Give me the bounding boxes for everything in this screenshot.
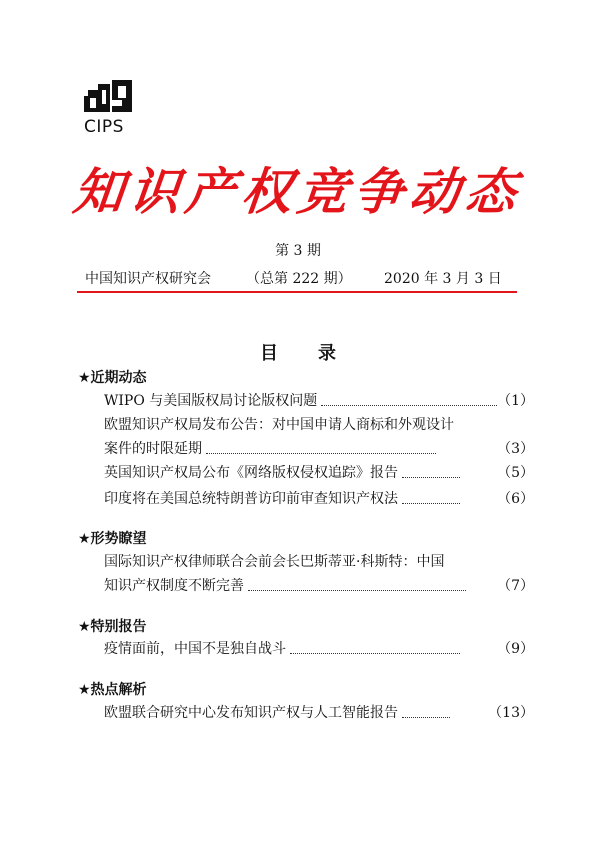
toc-entry[interactable] xyxy=(104,463,534,483)
section-heading-recent: ★近期动态 xyxy=(78,370,147,386)
toc-title-right: 录 xyxy=(318,343,336,364)
toc-entry-page: （6） xyxy=(497,491,534,507)
toc-entry-page: （13） xyxy=(488,705,534,721)
toc-entry-title-line1: 欧盟知识产权局发布公告：对中国申请人商标和外观设计 xyxy=(104,417,454,433)
dot-leader xyxy=(402,503,460,504)
issue-number: 第 3 期 xyxy=(275,243,321,259)
toc-title xyxy=(0,339,596,365)
toc-entry-page: （7） xyxy=(497,578,534,594)
organization-name: 中国知识产权研究会 xyxy=(85,271,211,287)
toc-entry[interactable] xyxy=(104,552,534,572)
header-divider xyxy=(77,291,517,293)
toc-entry[interactable] xyxy=(104,415,534,435)
toc-entry[interactable] xyxy=(104,489,534,509)
toc-entry-title-line2: 案件的时限延期 xyxy=(104,441,202,457)
toc-entry-page: （3） xyxy=(497,441,534,457)
dot-leader xyxy=(321,405,497,406)
total-issue-number: （总第 222 期） xyxy=(246,271,352,287)
toc-entry-title: 疫情面前，中国不是独自战斗 xyxy=(104,641,286,657)
toc-entry-title: 印度将在美国总统特朗普访印前审查知识产权法 xyxy=(104,491,398,507)
section-heading-hot-topics: ★热点解析 xyxy=(78,682,147,698)
toc-entry-title-line1: 国际知识产权律师联合会前会长巴斯蒂亚·科斯特：中国 xyxy=(104,554,445,570)
dot-leader xyxy=(248,590,466,591)
toc-entry-title: 欧盟联合研究中心发布知识产权与人工智能报告 xyxy=(104,705,398,721)
toc-entry[interactable] xyxy=(104,639,534,659)
toc-entry-page: （9） xyxy=(497,641,534,657)
section-heading-special-report: ★特别报告 xyxy=(78,619,147,635)
toc-entry-title: 英国知识产权局公布《网络版权侵权追踪》报告 xyxy=(104,465,398,481)
dot-leader xyxy=(402,717,450,718)
toc-title-left: 目 xyxy=(260,343,278,364)
toc-entry-continued[interactable] xyxy=(104,576,534,596)
toc-entry-continued[interactable] xyxy=(104,439,534,459)
toc-entry-page: （5） xyxy=(497,465,534,481)
toc-entry-title: WIPO 与美国版权局讨论版权问题 xyxy=(104,393,318,409)
toc-entry-title-line2: 知识产权制度不断完善 xyxy=(104,578,244,594)
toc-entry[interactable] xyxy=(104,391,534,411)
dot-leader xyxy=(290,653,460,654)
dot-leader xyxy=(206,453,436,454)
dot-leader xyxy=(402,477,460,478)
toc-entry[interactable] xyxy=(104,703,534,723)
logo-text: CIPS xyxy=(84,117,124,137)
toc-entry-page: （1） xyxy=(497,393,534,409)
section-heading-outlook: ★形势瞭望 xyxy=(78,531,147,547)
issue-date: 2020 年 3 月 3 日 xyxy=(384,271,502,287)
masthead-title: 知识产权竞争动态 xyxy=(70,162,525,221)
